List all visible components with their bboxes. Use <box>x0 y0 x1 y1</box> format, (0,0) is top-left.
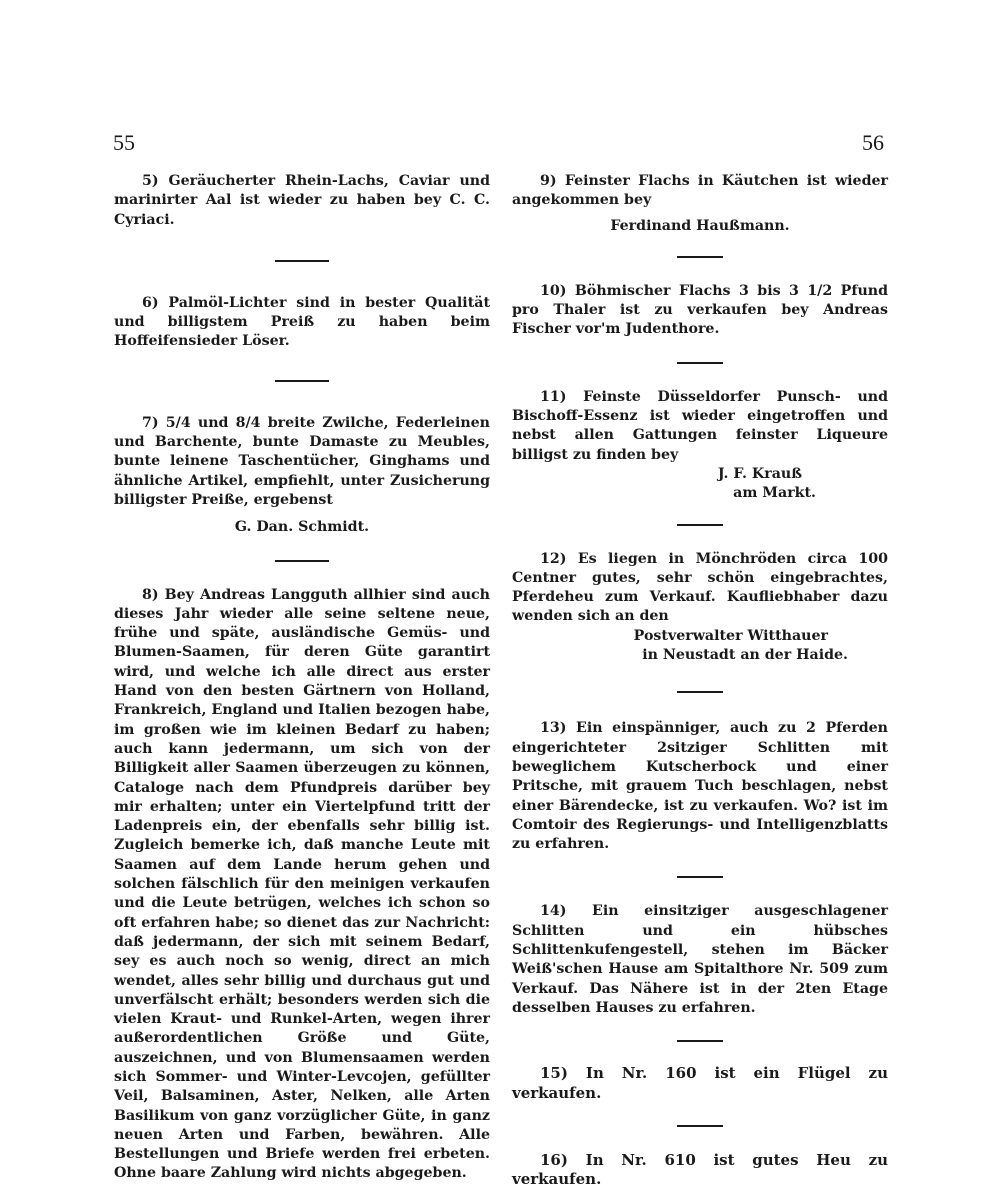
announcement-11-signature-place: am Markt. <box>733 485 816 502</box>
announcement-9: 9) Feinster Flachs in Käutchen ist wieder angekommen bey <box>512 173 888 209</box>
announcement-5: 5) Geräucherter Rhein-Lachs, Caviar und marinirter Aal ist wieder zu haben bey C. C. Cyriaci. <box>114 173 490 228</box>
announcement-16: 16) In Nr. 610 ist gutes Heu zu verkaufen. <box>512 1150 888 1189</box>
page-number-right: 56 <box>862 130 884 155</box>
separator <box>275 380 329 382</box>
announcement-15: 15) In Nr. 160 ist ein Flügel zu verkaufen. <box>512 1064 888 1102</box>
announcement-11: 11) Feinste Düsseldorfer Punsch- und Bischoff-Essenz ist wieder eingetroffen und nebst allen Gattungen feinster Liqueure billigst zu finden bey <box>512 388 888 463</box>
left-column <box>114 172 490 1184</box>
announcement-6: 6) Palmöl-Lichter sind in bester Qualität und billigstem Preiß zu haben beim Hoffeifensieder Löser. <box>114 294 490 350</box>
announcement-11-signature-name: J. F. Krauß <box>717 465 802 482</box>
separator <box>677 524 723 526</box>
separator <box>677 256 723 258</box>
separator <box>677 362 723 364</box>
separator <box>677 691 723 693</box>
announcement-8: 8) Bey Andreas Langguth allhier sind auch dieses Jahr wieder alle seine seltene neue, frühe und späte, ausländische Gemüs- und Blumen-Saamen, für deren Güte garantirt wird, und welche ich alle direct aus erster Hand von den besten Gärtnern von Holland, Frankreich, England und Italien bezogen habe, im großen wie im kleinen Bedarf zu haben; auch kann jedermann, um sich von der Billigkeit aller Saamen überzeugen zu können, Cataloge nach dem Pfundpreis darüber bey mir erhalten; unter ein Viertelpfund tritt der Ladenpreis ein, der ebenfalls sehr billig ist. Zugleich bemerke ich, daß manche Leute mit Saamen auf dem Lande herum gehen und solchen fälschlich für den meinigen verkaufen und die Leute betrügen, welches ich schon so oft erfahren habe; so dienet das zur Nachricht: daß jedermann, der sich mit seinem Bedarf, sey es auch noch so wenig, direct an mich wendet, alles sehr billig und durchaus gut und unverfälscht erhält; besonders werden sich die vielen Kraut- und Runkel-Arten, wegen ihrer außerordentlichen Größe und Güte, auszeichnen, und von Blumensaamen werden sich Sommer- und Winter-Levcojen, gefüllter Veil, Balsaminen, Aster, Nelken, alle Arten Basilikum von ganz vorzüglicher Güte, in ganz neuen Arten und Farben, bewähren. Alle Bestellungen und Briefe werden frei erbeten. Ohne baare Zahlung wird nichts abgegeben. <box>114 586 490 1182</box>
separator <box>677 876 723 878</box>
page-number-left: 55 <box>113 130 135 155</box>
announcement-12-signature-place: in Neustadt an der Haide. <box>642 647 848 664</box>
separator <box>275 260 329 262</box>
announcement-9-signature: Ferdinand Haußmann. <box>610 217 790 234</box>
separator <box>275 560 329 562</box>
announcement-10: 10) Böhmischer Flachs 3 bis 3 1/2 Pfund pro Thaler ist zu verkaufen bey Andreas Fischer vor'm Judenthore. <box>512 282 888 338</box>
separator <box>677 1040 723 1042</box>
announcement-12-signature-name: Postverwalter Witthauer <box>633 627 828 644</box>
announcement-7-signature: G. Dan. Schmidt. <box>234 519 370 536</box>
announcement-7: 7) 5/4 und 8/4 breite Zwilche, Federleinen und Barchente, bunte Damaste zu Meubles, bunte leinene Taschentücher, Ginghams und ähnliche Artikel, empfiehlt, unter Zusicherung billigster Preiße, ergebenst <box>114 414 490 508</box>
announcement-14: 14) Ein einsitziger ausgeschlagener Schlitten und ein hübsches Schlittenkufengestell, stehen im Bäcker Weiß'schen Hause am Spitalthore Nr. 509 zum Verkauf. Das Nähere ist in der 2ten Etage desselben Hauses zu erfahren. <box>512 903 888 1016</box>
announcement-12: 12) Es liegen in Mönchröden circa 100 Centner gutes, sehr schön eingebrachtes, Pferdeheu zum Verkauf. Kaufliebhaber dazu wenden sich an den <box>512 550 888 625</box>
separator <box>677 1125 723 1127</box>
right-column <box>512 172 888 1189</box>
announcement-13: 13) Ein einspänniger, auch zu 2 Pferden eingerichteter 2sitziger Schlitten mit beweglichem Kutscherbock und einer Pritsche, mit grauem Tuch beschlagen, nebst einer Bärendecke, ist zu verkaufen. Wo? ist im Comtoir des Regierungs- und Intelligenzblatts zu erfahren. <box>512 720 888 853</box>
